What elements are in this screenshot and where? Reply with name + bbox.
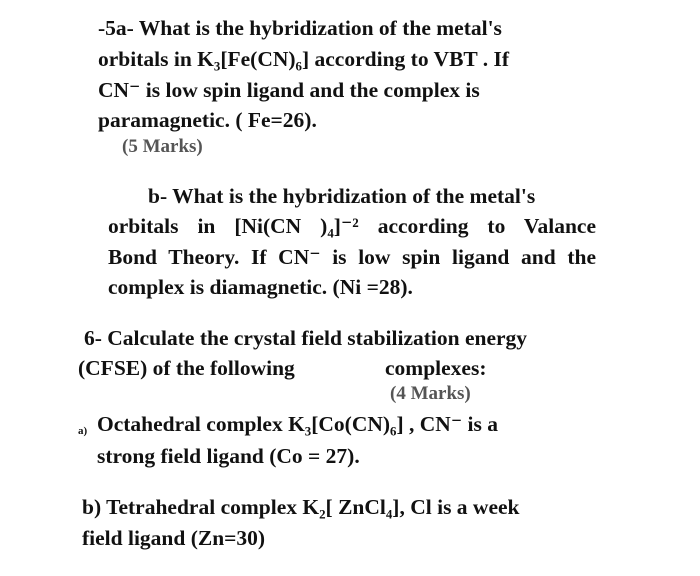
q6-line-2b: complexes: (385, 356, 487, 380)
q6-line-1: 6- Calculate the crystal field stabilization energy (84, 326, 528, 350)
q5a-line-2: orbitals in K₃[Fe(CN)₆] according to VBT . If (98, 47, 510, 71)
q5b-line-1: b- What is the hybridization of the metal's (148, 184, 536, 208)
q6-marks: (4 Marks) (390, 383, 471, 404)
q5b-line-4: complex is diamagnetic. (Ni =28). (108, 275, 413, 299)
q6a-prefix: a) (78, 425, 88, 437)
q5b-line-3: Bond Theory. If CN⁻ is low spin ligand and the (108, 245, 596, 269)
q6-line-2a: (CFSE) of the following (78, 356, 295, 380)
q6a-line-2: strong field ligand (Co = 27). (97, 444, 360, 468)
q6b-line-1: b) Tetrahedral complex K₂[ ZnCl₄], Cl is a week (82, 495, 520, 519)
q5a-line-3: CN⁻ is low spin ligand and the complex is (98, 78, 480, 102)
q6b-line-2: field ligand (Zn=30) (82, 526, 266, 550)
q5b-line-2: orbitals in [Ni(CN )₄]⁻² according to Valance (108, 214, 596, 238)
q5a-line-4: paramagnetic. ( Fe=26). (98, 108, 317, 132)
q5a-marks: (5 Marks) (122, 136, 203, 157)
q6a-line-1: Octahedral complex K₃[Co(CN)₆] , CN⁻ is a (97, 412, 499, 436)
q5a-line-1: -5a- What is the hybridization of the metal's (98, 16, 502, 40)
